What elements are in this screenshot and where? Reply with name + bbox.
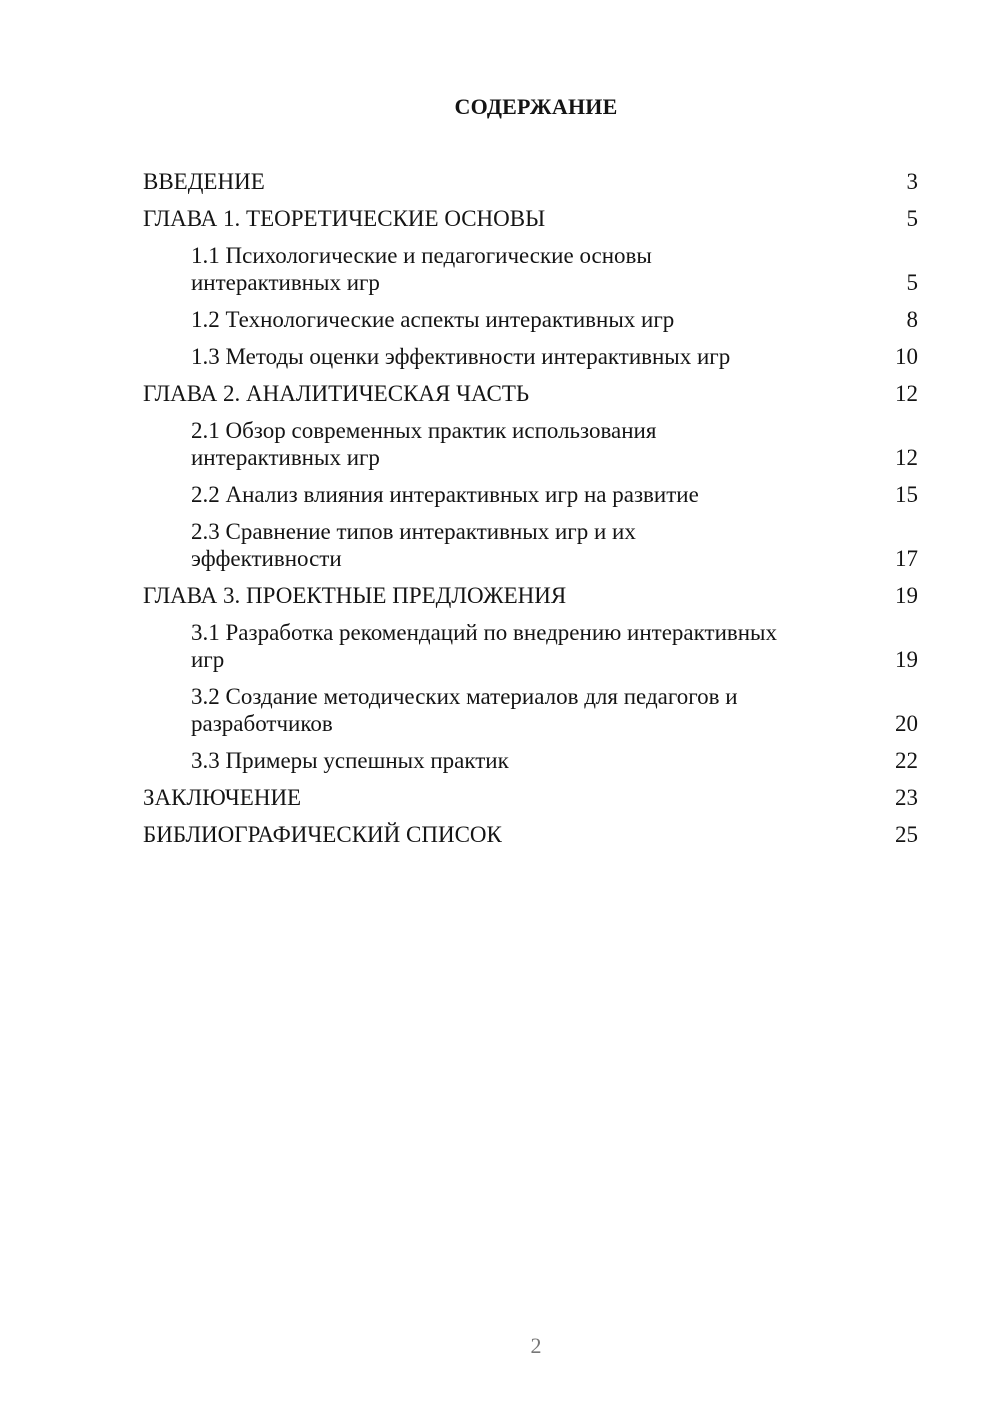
toc-entry-label: 2.3 Сравнение типов интерактивных игр и их эффективности <box>191 519 636 571</box>
toc-entry-label: ГЛАВА 2. АНАЛИТИЧЕСКАЯ ЧАСТЬ <box>143 381 530 406</box>
toc-entry-bibliography[interactable] <box>143 821 918 848</box>
toc-entry-page: 3 <box>906 169 918 194</box>
toc-entry-page: 23 <box>895 785 918 810</box>
toc-entry-page: 20 <box>895 711 918 736</box>
page-number: 2 <box>530 1333 542 1358</box>
toc-entry-page: 8 <box>906 307 918 332</box>
toc-entry-label: ГЛАВА 1. ТЕОРЕТИЧЕСКИЕ ОСНОВЫ <box>143 206 546 231</box>
toc-entry-page: 19 <box>895 583 918 608</box>
toc-entry-label: 3.1 Разработка рекомендаций по внедрению интерактивных игр <box>191 620 777 672</box>
toc-entry-page: 15 <box>895 482 918 507</box>
toc-entry-page: 22 <box>895 748 918 773</box>
toc-entry-label: 1.1 Психологические и педагогические основы интерактивных игр <box>191 243 652 295</box>
toc-entry-label: ВВЕДЕНИЕ <box>143 169 265 194</box>
toc-entry-chapter-2[interactable] <box>143 380 918 407</box>
toc-entry-section-3-2[interactable] <box>143 683 918 737</box>
toc-entry-page: 19 <box>895 647 918 672</box>
toc-entry-label: 2.1 Обзор современных практик использования интерактивных игр <box>191 418 657 470</box>
toc-entry-section-3-3[interactable] <box>143 747 918 774</box>
toc-entry-introduction[interactable] <box>143 168 918 195</box>
toc-entry-section-1-2[interactable] <box>143 306 918 333</box>
toc-entry-label: 3.3 Примеры успешных практик <box>191 748 509 773</box>
toc-entry-conclusion[interactable] <box>143 784 918 811</box>
toc-entry-label: ГЛАВА 3. ПРОЕКТНЫЕ ПРЕДЛОЖЕНИЯ <box>143 583 567 608</box>
toc-entry-page: 25 <box>895 822 918 847</box>
toc-entry-page: 10 <box>895 344 918 369</box>
toc-entry-page: 5 <box>906 206 918 231</box>
toc-entry-label: ЗАКЛЮЧЕНИЕ <box>143 785 302 810</box>
toc-entry-chapter-1[interactable] <box>143 205 918 232</box>
toc-entry-page: 12 <box>895 445 918 470</box>
table-of-contents <box>143 168 918 858</box>
toc-entry-section-1-3[interactable] <box>143 343 918 370</box>
toc-entry-section-2-3[interactable] <box>143 518 918 572</box>
toc-entry-label: 2.2 Анализ влияния интерактивных игр на развитие <box>191 482 699 507</box>
toc-entry-section-1-1[interactable] <box>143 242 918 296</box>
toc-entry-section-3-1[interactable] <box>143 619 918 673</box>
toc-entry-label: 1.2 Технологические аспекты интерактивных игр <box>191 307 675 332</box>
toc-entry-label: 3.2 Создание методических материалов для педагогов и разработчиков <box>191 684 738 736</box>
toc-entry-section-2-1[interactable] <box>143 417 918 471</box>
toc-entry-page: 5 <box>906 270 918 295</box>
toc-entry-page: 17 <box>895 546 918 571</box>
toc-entry-section-2-2[interactable] <box>143 481 918 508</box>
toc-entry-chapter-3[interactable] <box>143 582 918 609</box>
toc-entry-page: 12 <box>895 381 918 406</box>
toc-entry-label: 1.3 Методы оценки эффективности интерактивных игр <box>191 344 731 369</box>
toc-entry-label: БИБЛИОГРАФИЧЕСКИЙ СПИСОК <box>143 822 502 847</box>
page-title: СОДЕРЖАНИЕ <box>454 94 618 119</box>
